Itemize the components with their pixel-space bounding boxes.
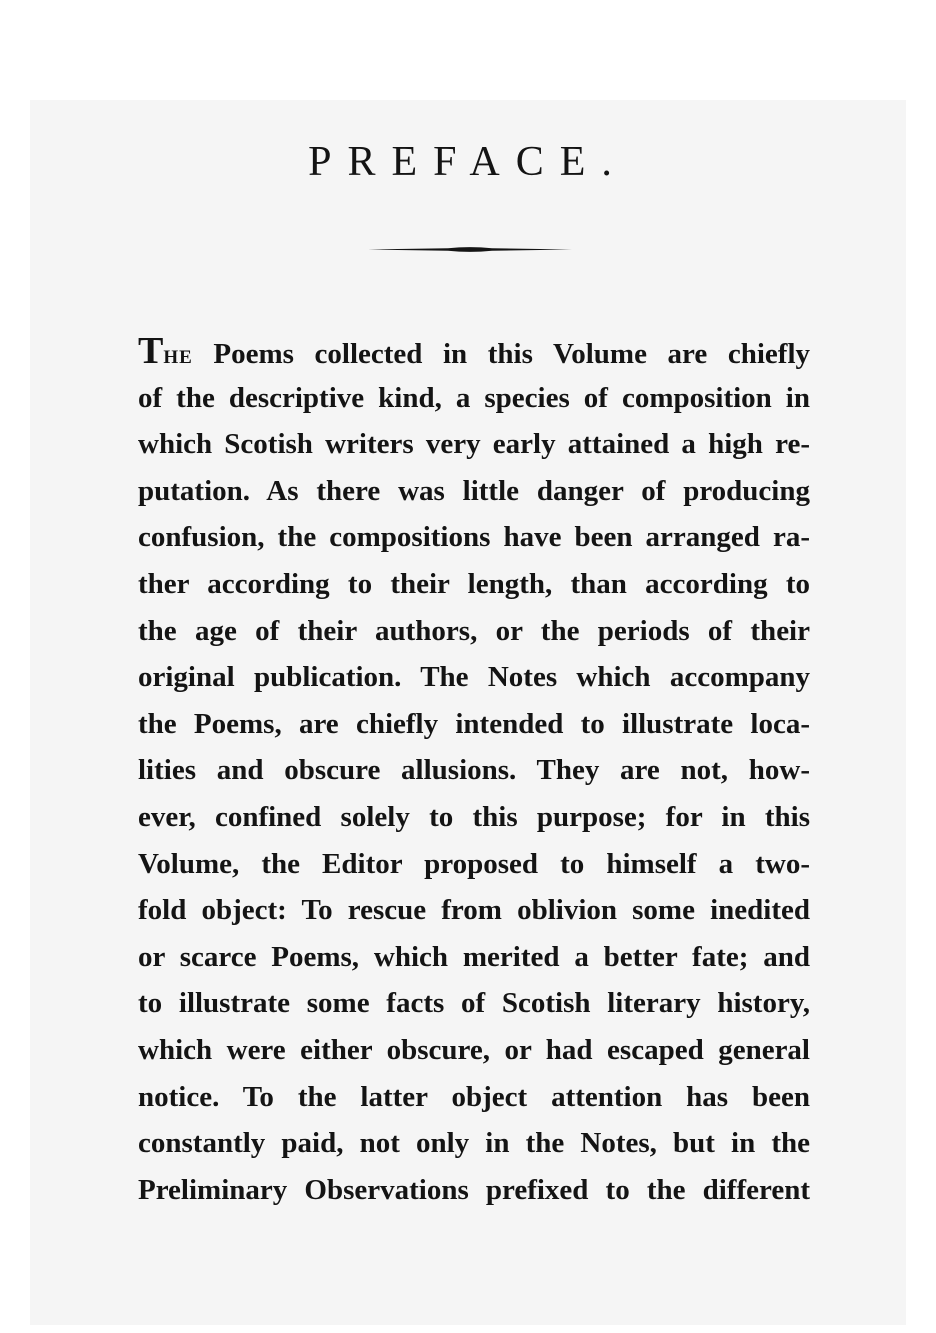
text-line: the age of their authors, or the periods of their <box>138 614 810 647</box>
text-line: constantly paid, not only in the Notes, but in the <box>138 1127 810 1160</box>
text-line: of the descriptive kind, a species of composition in <box>138 381 810 414</box>
text-line: Preliminary Observations prefixed to the different <box>138 1173 810 1206</box>
title-rule <box>368 245 572 254</box>
text-line: to illustrate some facts of Scotish literary history, <box>138 987 810 1020</box>
text-line: notice. To the latter object attention has been <box>138 1080 810 1113</box>
drop-cap: T <box>138 330 164 372</box>
text-line: Volume, the Editor proposed to himself a two- <box>138 847 810 880</box>
text-line: original publication. The Notes which accompany <box>138 661 810 694</box>
text-line: the Poems, are chiefly intended to illustrate loca- <box>138 707 810 740</box>
text-line: which were either obscure, or had escaped general <box>138 1033 810 1066</box>
text-line: ever, confined solely to this purpose; for in this <box>138 800 810 833</box>
text-line: fold object: To rescue from oblivion some inedited <box>138 894 810 927</box>
preface-body <box>138 328 810 1213</box>
text-line: lities and obscure allusions. They are not, how- <box>138 754 810 787</box>
text-line: putation. As there was little danger of producing <box>138 474 810 507</box>
page-title: PREFACE. <box>308 139 628 185</box>
text-line: confusion, the compositions have been arranged ra- <box>138 521 810 554</box>
text-line <box>138 328 810 375</box>
line-rest: Poems collected in this Volume are chiefly <box>192 338 810 370</box>
text-line: ther according to their length, than according to <box>138 567 810 600</box>
small-caps-word: HE <box>163 347 193 368</box>
text-line: which Scotish writers very early attained a high re- <box>138 428 810 461</box>
text-line: or scarce Poems, which merited a better fate; and <box>138 940 810 973</box>
